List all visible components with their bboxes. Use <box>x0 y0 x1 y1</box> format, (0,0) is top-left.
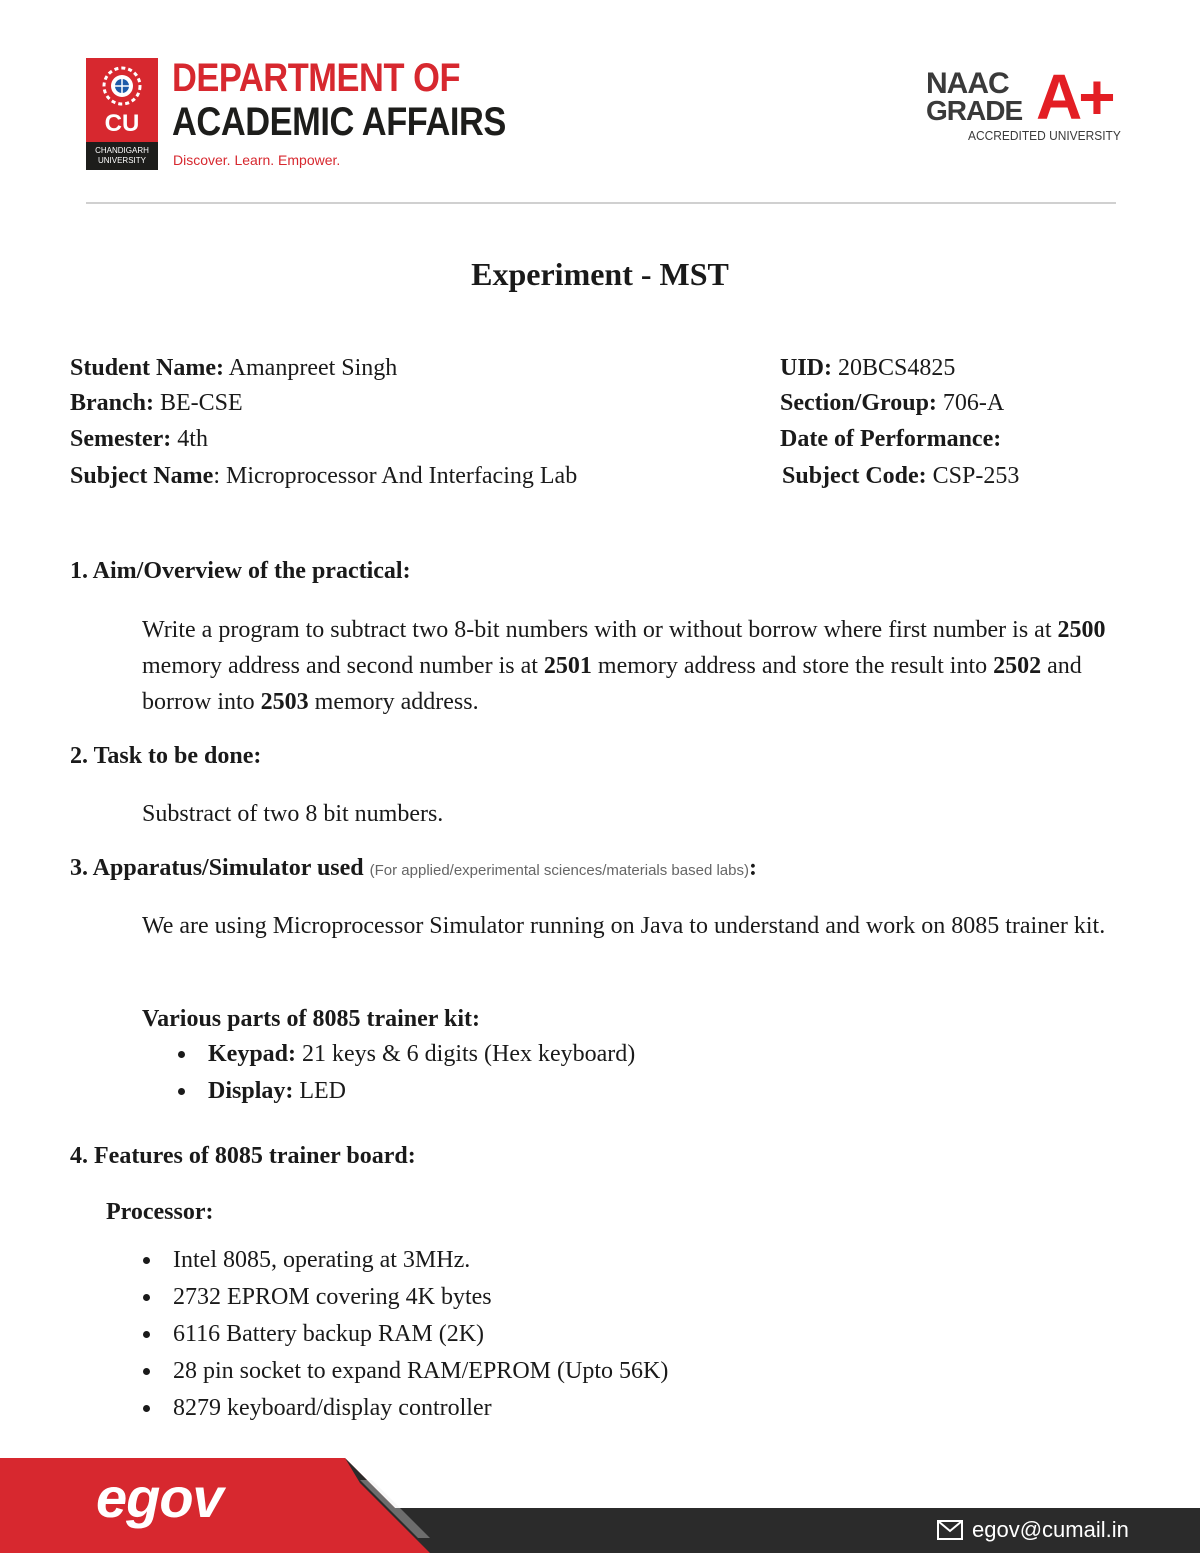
semester-value: 4th <box>171 426 208 452</box>
apparatus-heading <box>70 855 757 882</box>
list-item <box>137 1355 668 1392</box>
accredited-label: ACCREDITED UNIVERSITY <box>968 128 1121 143</box>
apparatus-heading-text: 3. Apparatus/Simulator used <box>70 855 364 881</box>
aim-text-part: Write a program to subtract two 8-bit numbers with or without borrow where first number is at <box>142 617 1058 643</box>
page-title: Experiment - MST <box>471 256 729 292</box>
aim-heading: 1. Aim/Overview of the practical: <box>70 558 411 584</box>
processor-heading: Processor: <box>106 1199 214 1225</box>
cu-logo <box>86 58 158 170</box>
uid-value: 20BCS4825 <box>832 355 956 381</box>
egov-logo: egov <box>96 1466 223 1529</box>
subject-code-label: Subject Code: <box>782 463 927 489</box>
part-value: 21 keys & 6 digits (Hex keyboard) <box>296 1041 636 1067</box>
cu-logo-university <box>86 142 158 170</box>
apparatus-heading-colon: : <box>748 855 757 881</box>
feature-text: 2732 EPROM covering 4K bytes <box>173 1284 492 1310</box>
trainer-parts-heading: Various parts of 8085 trainer kit: <box>142 1006 480 1032</box>
bullet-icon <box>143 1294 150 1301</box>
aim-text-part: and borrow into <box>142 653 1082 715</box>
section-group-value: 706-A <box>936 390 1005 416</box>
grade-label: GRADE <box>926 95 1023 126</box>
subject-name-label: Subject Name <box>70 463 214 489</box>
aim-address-borrow: 2503 <box>260 689 309 715</box>
student-name-value: Amanpreet Singh <box>224 355 398 381</box>
aim-text-part: memory address. <box>308 689 479 715</box>
aim-text <box>142 612 1132 720</box>
apparatus-text: We are using Microprocessor Simulator running on Java to understand and work on 8085 trainer kit. <box>142 913 1106 939</box>
features-heading: 4. Features of 8085 trainer board: <box>70 1143 416 1169</box>
uid-label: UID: <box>780 355 832 381</box>
feature-text: 6116 Battery backup RAM (2K) <box>173 1321 485 1347</box>
processor-features-list <box>137 1244 668 1429</box>
grade-value: A+ <box>1036 61 1112 133</box>
semester <box>70 425 208 453</box>
bullet-icon <box>143 1257 150 1264</box>
header-divider <box>86 202 1116 204</box>
list-item <box>172 1038 635 1075</box>
apparatus-note: (For applied/experimental sciences/materials based labs) <box>369 862 749 879</box>
feature-text: 28 pin socket to expand RAM/EPROM (Upto 56K) <box>173 1358 669 1384</box>
bullet-icon <box>143 1331 150 1338</box>
student-name-label: Student Name: <box>70 355 224 381</box>
part-label: Keypad: <box>208 1041 297 1067</box>
cu-logo-text: CU <box>104 110 140 137</box>
list-item <box>172 1075 635 1112</box>
date-of-performance-label: Date of Performance: <box>780 426 1002 452</box>
branch-label: Branch: <box>70 390 154 416</box>
department-title-line1: DEPARTMENT OF <box>172 56 461 100</box>
branch <box>70 389 243 417</box>
feature-text: 8279 keyboard/display controller <box>173 1395 492 1421</box>
part-value: LED <box>293 1078 347 1104</box>
aim-text-part: memory address and store the result into <box>591 653 994 679</box>
uid <box>780 354 955 382</box>
aim-address-result: 2502 <box>993 653 1042 679</box>
university-seal-icon <box>100 64 144 108</box>
task-text: Substract of two 8 bit numbers. <box>142 801 444 827</box>
aim-text-part: memory address and second number is at <box>142 653 544 679</box>
footer-email: egov@cumail.in <box>972 1517 1129 1542</box>
department-title-line2: ACADEMIC AFFAIRS <box>172 100 506 144</box>
footer <box>0 1458 1200 1553</box>
trainer-parts-list <box>172 1038 635 1112</box>
aim-address-second: 2501 <box>543 653 592 679</box>
list-item <box>137 1318 668 1355</box>
subject-code <box>782 462 1019 490</box>
bullet-icon <box>178 1088 185 1095</box>
subject-name <box>70 462 577 490</box>
bullet-icon <box>143 1405 150 1412</box>
cu-logo-university-line2: UNIVERSITY <box>97 156 146 165</box>
date-of-performance <box>780 425 1001 453</box>
semester-label: Semester: <box>70 426 172 452</box>
naac-label: NAAC <box>926 67 1009 100</box>
tagline: Discover. Learn. Empower. <box>173 152 341 168</box>
subject-name-value: : Microprocessor And Interfacing Lab <box>213 463 578 489</box>
feature-text: Intel 8085, operating at 3MHz. <box>173 1247 471 1273</box>
part-label: Display: <box>208 1078 294 1104</box>
section-group-label: Section/Group: <box>780 390 937 416</box>
student-name <box>70 354 397 382</box>
list-item <box>137 1392 668 1429</box>
aim-address-first: 2500 <box>1057 617 1106 643</box>
bullet-icon <box>143 1368 150 1375</box>
task-heading: 2. Task to be done: <box>70 743 262 769</box>
list-item <box>137 1281 668 1318</box>
subject-code-value: CSP-253 <box>926 463 1020 489</box>
section-group <box>780 389 1004 417</box>
bullet-icon <box>178 1051 185 1058</box>
list-item <box>137 1244 668 1281</box>
mail-icon <box>937 1520 963 1540</box>
cu-logo-university-line1: CHANDIGARH <box>95 146 149 155</box>
branch-value: BE-CSE <box>154 390 243 416</box>
